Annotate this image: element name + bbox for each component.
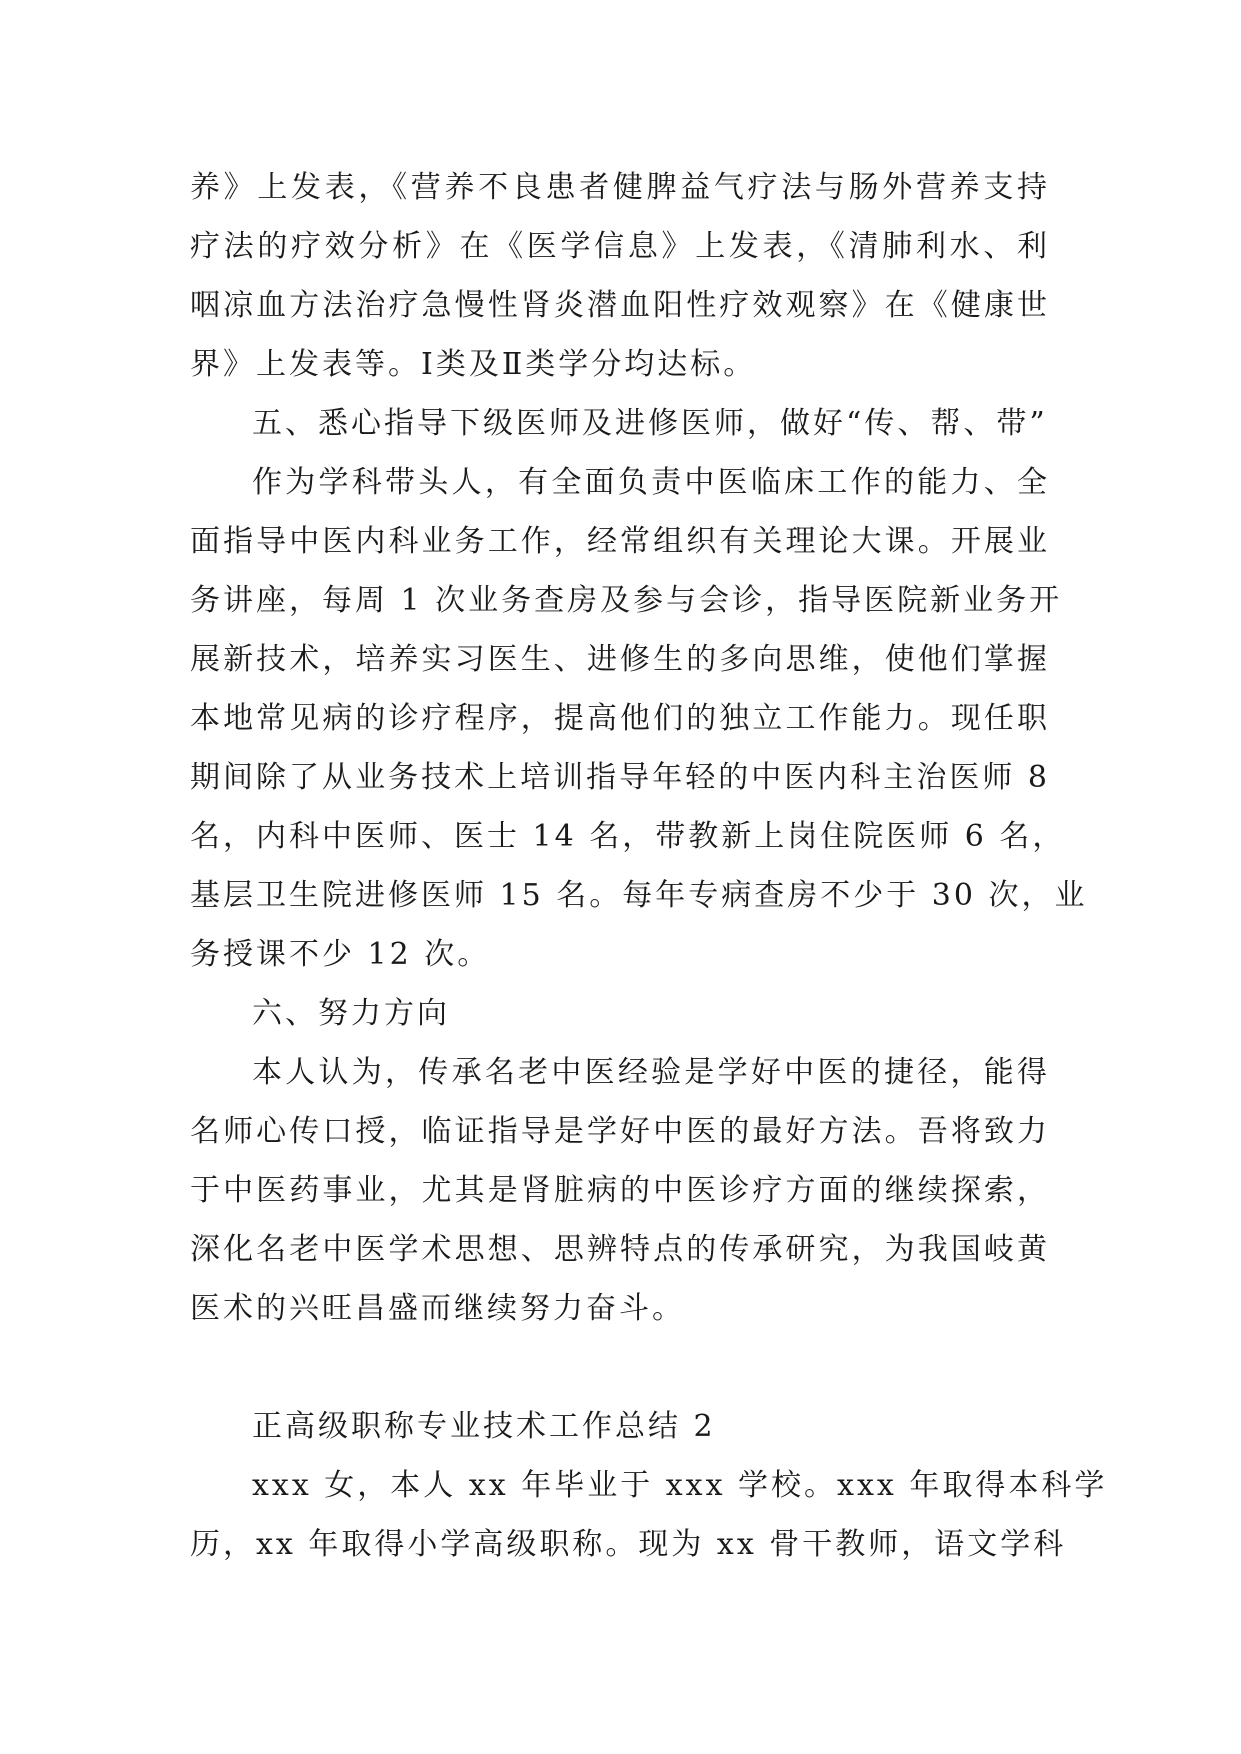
- text-line: 期间除了从业务技术上培训指导年轻的中医内科主治医师 8: [190, 760, 1050, 795]
- text-line: 于中医药事业，尤其是肾脏病的中医诊疗方面的继续探索，: [190, 1173, 1050, 1208]
- text-line: 历，xx 年取得小学高级职称。现为 xx 骨干教师，语文学科: [190, 1527, 1067, 1562]
- text-line: 展新技术，培养实习医生、进修生的多向思维，使他们掌握: [190, 642, 1050, 677]
- text-line: 医术的兴旺昌盛而继续努力奋斗。: [190, 1291, 685, 1326]
- section-heading-6: 六、努力方向: [252, 996, 450, 1031]
- article-title: 正高级职称专业技术工作总结 2: [252, 1409, 716, 1444]
- text-line: 基层卫生院进修医师 15 名。每年专病查房不少于 30 次，业: [190, 878, 1088, 913]
- text-line: 名，内科中医师、医士 14 名，带教新上岗住院医师 6 名，: [190, 819, 1066, 854]
- text-line: 务授课不少 12 次。: [190, 937, 491, 972]
- text-line: 名师心传口授，临证指导是学好中医的最好方法。吾将致力: [190, 1114, 1050, 1149]
- text-line: 养》上发表，《营养不良患者健脾益气疗法与肠外营养支持: [190, 170, 1050, 205]
- paragraph-gap: [190, 1338, 1050, 1397]
- text-line: 界》上发表等。Ⅰ类及Ⅱ类学分均达标。: [190, 347, 757, 382]
- text-line: 本地常见病的诊疗程序，提高他们的独立工作能力。现任职: [190, 701, 1050, 736]
- text-line: 深化名老中医学术思想、思辨特点的传承研究，为我国岐黄: [190, 1232, 1050, 1267]
- text-line: 本人认为，传承名老中医经验是学好中医的捷径，能得: [252, 1055, 1050, 1090]
- section-heading-5: 五、悉心指导下级医师及进修医师，做好“传、帮、带”: [252, 406, 1048, 441]
- text-line: 面指导中医内科业务工作，经常组织有关理论大课。开展业: [190, 524, 1050, 559]
- document-body: [190, 158, 1108, 1574]
- text-line: 咽凉血方法治疗急慢性肾炎潜血阳性疗效观察》在《健康世: [190, 288, 1050, 323]
- text-line: 作为学科带头人，有全面负责中医临床工作的能力、全: [252, 465, 1050, 500]
- text-line: xxx 女，本人 xx 年毕业于 xxx 学校。xxx 年取得本科学: [252, 1468, 1108, 1503]
- text-line: 疗法的疗效分析》在《医学信息》上发表，《清肺利水、利: [190, 229, 1050, 264]
- text-line: 务讲座，每周 1 次业务查房及参与会诊，指导医院新业务开: [190, 583, 1063, 618]
